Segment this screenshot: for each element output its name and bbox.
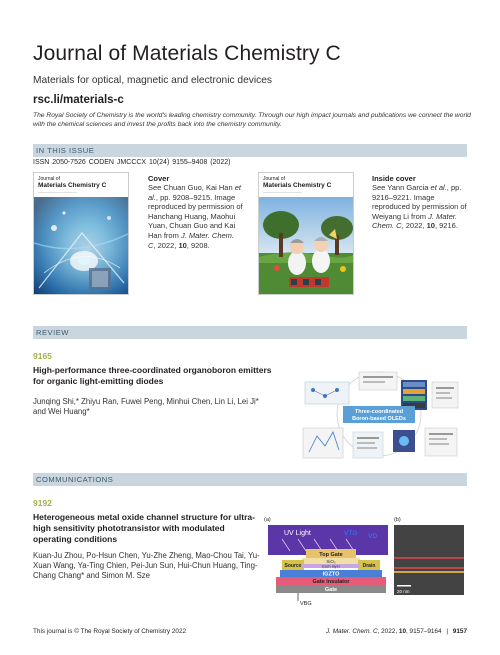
front-cover-desc-body: , pp. 9208–9215. Image reproduced by permission of Hanchang Huang, Maohui Yuan, Chuan Guo and Kai Han from bbox=[148, 192, 243, 240]
footer-volume: 10 bbox=[398, 628, 406, 635]
inside-cover-page: , 9216. bbox=[434, 221, 458, 231]
gate-insulator-label: Gate insulator bbox=[312, 579, 350, 585]
journal-subtitle: Materials for optical, magnetic and electronic devices bbox=[33, 75, 272, 86]
review-center-label-1: Three-coordinated bbox=[354, 409, 404, 415]
review-box-bottom bbox=[353, 432, 383, 458]
review-box-bottom-line3 bbox=[357, 447, 377, 449]
tem-scale-label: 20 nm bbox=[397, 589, 410, 594]
inside-cover-rule: ――――――――――――― bbox=[263, 190, 302, 194]
review-box-right bbox=[432, 382, 458, 408]
inside-cover-line1: Journal of bbox=[263, 176, 285, 182]
igzto-label: IGZTO bbox=[322, 571, 340, 578]
footer-pages: , 9157–9164 bbox=[406, 628, 442, 635]
section-bar-in-this-issue: IN THIS ISSUE bbox=[33, 144, 467, 157]
review-box-bottom-line2 bbox=[357, 442, 375, 444]
review-article-title[interactable]: High-performance three-coordinated organoboron emitters for organic light-emitting diodes bbox=[33, 365, 272, 386]
review-article-authors: Junqing Shi,* Zhiyu Ran, Fuwei Peng, Minhui Chen, Lin Li, Lei Ji* and Wei Huang* bbox=[33, 397, 259, 417]
review-device-layer3 bbox=[403, 396, 425, 401]
tem-image-overlay bbox=[394, 525, 464, 595]
front-cover-page: , 9208. bbox=[186, 240, 210, 250]
inside-cover-header bbox=[259, 173, 353, 197]
review-box-top-line2 bbox=[363, 381, 385, 383]
footer-citation bbox=[326, 628, 467, 635]
front-cover-label: Cover bbox=[148, 174, 170, 183]
front-cover-image[interactable] bbox=[33, 172, 129, 295]
section-bar-communications: COMMUNICATIONS bbox=[33, 473, 467, 486]
review-device-layer2 bbox=[403, 389, 425, 394]
inside-cover-desc-etal: et al. bbox=[430, 183, 447, 192]
issn-line: ISSN 2050-7526 CODEN JMCCCX 10(24) 9155–9408 (2022) bbox=[33, 159, 231, 166]
front-cover-rule: ――――――――――――― bbox=[38, 190, 77, 194]
front-cover-header bbox=[34, 173, 128, 197]
section-bar-review: REVIEW bbox=[33, 326, 467, 339]
footer-year: , 2022, bbox=[377, 628, 398, 635]
inside-cover-volume: 10 bbox=[426, 221, 435, 231]
review-box-right-line1 bbox=[436, 387, 454, 389]
front-cover-volume: 10 bbox=[178, 240, 187, 250]
tem-interface-3 bbox=[394, 571, 464, 573]
review-device-layer1 bbox=[403, 382, 425, 387]
tem-interface-2 bbox=[394, 567, 464, 569]
inside-cover-caption bbox=[372, 174, 467, 231]
journal-url-link[interactable]: rsc.li/materials-c bbox=[33, 94, 124, 106]
communication-article-title[interactable]: Heterogeneous metal oxide channel structure for ultra-high sensitivity phototransistor with modulated operating conditions bbox=[33, 512, 255, 544]
review-graphical-abstract[interactable] bbox=[297, 366, 467, 466]
each-layer-label: Each layer bbox=[322, 564, 340, 569]
inside-cover-label: Inside cover bbox=[372, 174, 416, 183]
source-label: Source bbox=[284, 563, 302, 569]
review-oled-glow bbox=[399, 436, 409, 446]
vtg-label: VTG bbox=[344, 530, 358, 537]
front-cover-desc bbox=[148, 183, 243, 250]
review-box-br-line1 bbox=[429, 433, 453, 435]
figure-panel-b-label: (b) bbox=[394, 517, 401, 523]
front-cover-journal-ref: J. Mater. Chem. C bbox=[148, 230, 235, 250]
inside-cover-year: , 2022, bbox=[401, 221, 425, 231]
front-cover-caption bbox=[148, 174, 243, 250]
review-center-label-2: Boron-based OLEDs bbox=[352, 416, 406, 422]
vbg-label: VBG bbox=[300, 601, 312, 607]
drain-label: Drain bbox=[362, 563, 376, 569]
front-cover-desc-authors: See Chuan Guo, Kai Han bbox=[148, 183, 233, 192]
review-box-top-line1 bbox=[363, 376, 393, 378]
footer-page-number: 9157 bbox=[452, 628, 467, 635]
inside-cover-image[interactable] bbox=[258, 172, 354, 295]
review-page-number[interactable]: 9165 bbox=[33, 351, 52, 361]
communication-figure[interactable] bbox=[262, 513, 467, 608]
front-cover-desc-etal: et al. bbox=[148, 183, 241, 202]
inside-cover-desc-body: , pp. 9216–9221. Image reproduced by permission of Weiyang Li from bbox=[372, 183, 467, 221]
review-box-br-line3 bbox=[429, 443, 449, 445]
front-cover-line1: Journal of bbox=[38, 176, 60, 182]
inside-cover-desc-authors: See Yann Garcia bbox=[372, 183, 429, 192]
review-box-bottom-line1 bbox=[357, 437, 379, 439]
communication-article-authors: Kuan-Ju Zhou, Po-Hsun Chen, Yu-Zhe Zheng, Mao-Chou Tai, Yu-Xuan Wang, Ya-Ting Chien, Pei-Jun Sun, Hui-Chun Huang, Ting-Chang Chang* and Simon M. Sze bbox=[33, 551, 260, 581]
communication-page-number[interactable]: 9192 bbox=[33, 498, 52, 508]
journal-title: Journal of Materials Chemistry C bbox=[33, 42, 341, 65]
front-cover-line2: Materials Chemistry C bbox=[38, 182, 107, 189]
top-gate-label: Top Gate bbox=[319, 552, 343, 558]
rsc-blurb: The Royal Society of Chemistry is the world's leading chemistry community. Through our high impact journals and publications we connect the world with the chemical sciences and invest the profits back into the chemistry community. bbox=[33, 112, 471, 128]
review-box-br-line2 bbox=[429, 438, 447, 440]
tem-interface-1 bbox=[394, 557, 464, 559]
tem-scale-bar bbox=[397, 585, 411, 587]
footer-journal: J. Mater. Chem. C bbox=[325, 628, 378, 635]
inside-cover-line2: Materials Chemistry C bbox=[263, 182, 332, 189]
figure-panel-a-label: (a) bbox=[264, 517, 271, 523]
review-box-topleft bbox=[305, 382, 349, 404]
vd-label: VD bbox=[368, 533, 378, 540]
footer-separator: | bbox=[446, 628, 448, 635]
review-box-right-line2 bbox=[436, 392, 450, 394]
review-box-bottomright bbox=[425, 428, 457, 456]
review-box-right-line3 bbox=[436, 397, 452, 399]
gate-label: Gate bbox=[324, 587, 338, 593]
inside-cover-journal-ref: J. Mater. Chem. C bbox=[372, 211, 458, 231]
front-cover-year: , 2022, bbox=[153, 240, 177, 250]
sio2-label: SiO₂ bbox=[326, 559, 336, 564]
uv-light-label: UV Light bbox=[284, 530, 311, 537]
footer-copyright: This journal is © The Royal Society of Chemistry 2022 bbox=[33, 628, 187, 635]
inside-cover-desc bbox=[372, 183, 467, 231]
